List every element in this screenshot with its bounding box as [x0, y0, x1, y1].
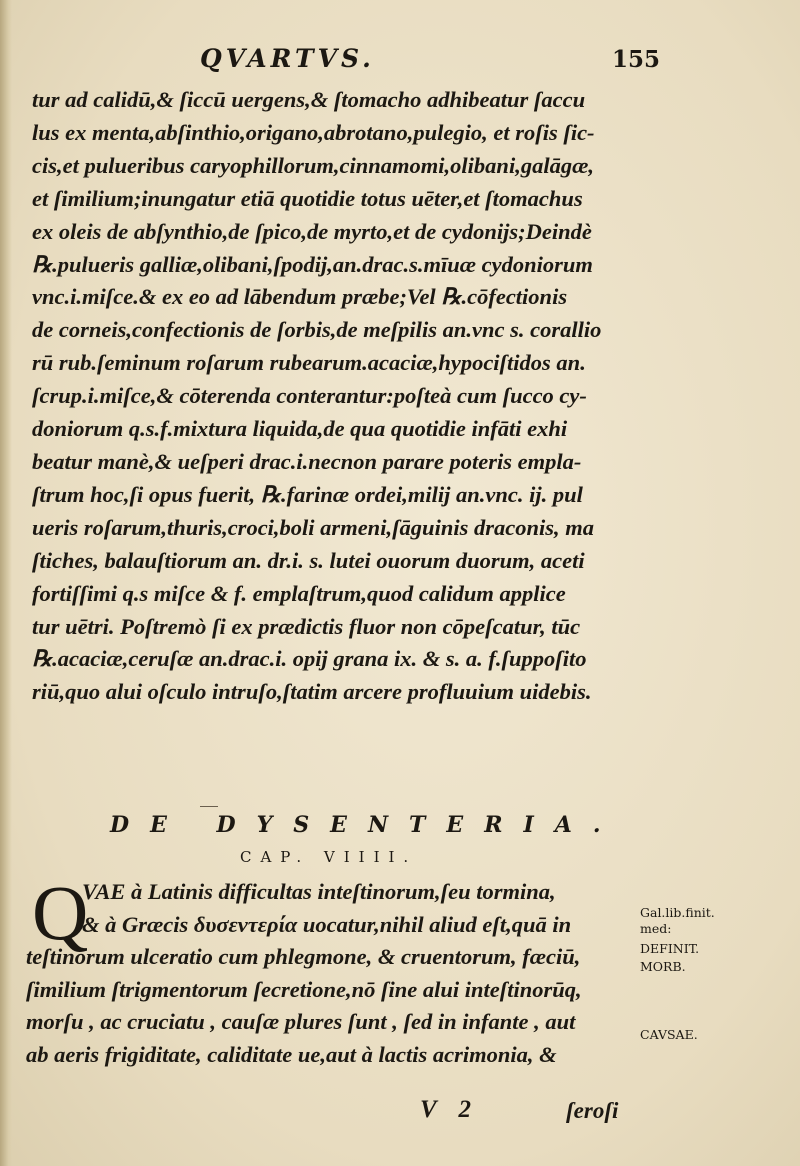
text-line: ab aeris frigiditate, caliditate ue,aut à lactis acrimonia, & [26, 1041, 557, 1067]
text-line: rū rub.ſeminum roſarum rubearum.acaciæ,hypociſtidos an. [32, 350, 586, 376]
text-line: lus ex menta,abſinthio,origano,abrotano,pulegio, et roſis ſic- [32, 119, 595, 145]
text-line: VAE à Latinis difficultas inteſtinorum,ſeu tormina, [82, 879, 556, 904]
text-line: morſu , ac cruciatu , cauſæ plures ſunt , ſed in infante , aut [26, 1009, 576, 1035]
text-line: & à Græcis δυσεντερία uocatur,nihil aliud eſt,quā in [82, 911, 572, 937]
text-line: et ſimilium;inungatur etiā quotidie totus uēter,et ſtomachus [32, 185, 583, 211]
text-line: cis,et pulueribus caryophillorum,cinnamomi,olibani,galāgæ, [32, 152, 594, 178]
section-divider [200, 806, 218, 807]
text-line: ſcrup.i.miſce,& cōterenda conterantur:poſteà cum ſucco cy- [32, 383, 587, 409]
signature-mark: V 2 [420, 1096, 479, 1123]
margin-note-source-2: med: [640, 921, 672, 936]
text-line: ſimilium ſtrigmentorum ſecretione,nō ſine alui inteſtinorūq, [26, 976, 582, 1002]
margin-note-definit: DEFINIT. [640, 941, 700, 956]
text-line: fortiſſimi q.s miſce & f. emplaſtrum,quod calidum applice [32, 580, 566, 606]
text-line: tur ad calidū,& ſiccū uergens,& ſtomacho adhibeatur ſaccu [32, 87, 586, 112]
chapter-heading: CAP. VIIII. [240, 848, 418, 866]
text-line: beatur manè,& ueſperi drac.i.necnon parare poteris empla- [32, 448, 582, 474]
text-line: ex oleis de abſynthio,de ſpico,de myrto,et de cydonijs;Deindè [32, 218, 592, 244]
text-line: ueris roſarum,thuris,croci,boli armeni,ſāguinis draconis, ma [32, 514, 594, 540]
running-head: QVARTVS. [200, 44, 375, 73]
margin-note-source: Gal.lib.finit. [640, 905, 715, 920]
text-line: ℞.pulueris galliæ,olibani,ſpodij,an.drac.s.mīuæ cydoniorum [32, 251, 593, 277]
page-binding-edge [0, 0, 12, 1166]
text-line: vnc.i.miſce.& ex eo ad lābendum præbe;Vel ℞.cōfectionis [32, 284, 568, 310]
catchword: ſeroſi [566, 1098, 619, 1123]
section-title: DE DYSENTERIA. [110, 812, 622, 838]
margin-note-morb: MORB. [640, 959, 686, 974]
text-line: ſtrum hoc,ſi opus fuerit, ℞.farinæ ordei,milij an.vnc. ij. pul [32, 481, 583, 507]
text-line: ſtiches, balauſtiorum an. dr.i. s. lutei ouorum duorum, aceti [32, 547, 585, 573]
text-line: teſtinorum ulceratio cum phlegmone, & cruentorum, fæciū, [26, 944, 581, 970]
text-line: ℞.acaciæ,ceruſæ an.drac.i. opij grana ix. & s. a. f.ſuppoſito [32, 646, 587, 672]
text-line: de corneis,confectionis de ſorbis,de meſpilis an.vnc s. corallio [32, 317, 602, 343]
text-line: tur uētri. Poſtremò ſi ex prædictis fluor non cōpeſcatur, tūc [32, 613, 581, 639]
text-line: doniorum q.s.f.mixtura liquida,de qua quotidie infāti exhi [32, 416, 568, 442]
page-number: 155 [611, 46, 660, 73]
paragraph-2 [26, 869, 656, 1072]
paragraph-1 [32, 84, 652, 709]
margin-note-causae: CAVSAE. [640, 1027, 698, 1042]
text-line: riū,quo alui oſculo intruſo,ſtatim arcere profluuium uidebis. [32, 679, 592, 705]
drop-cap: Q [32, 869, 89, 956]
